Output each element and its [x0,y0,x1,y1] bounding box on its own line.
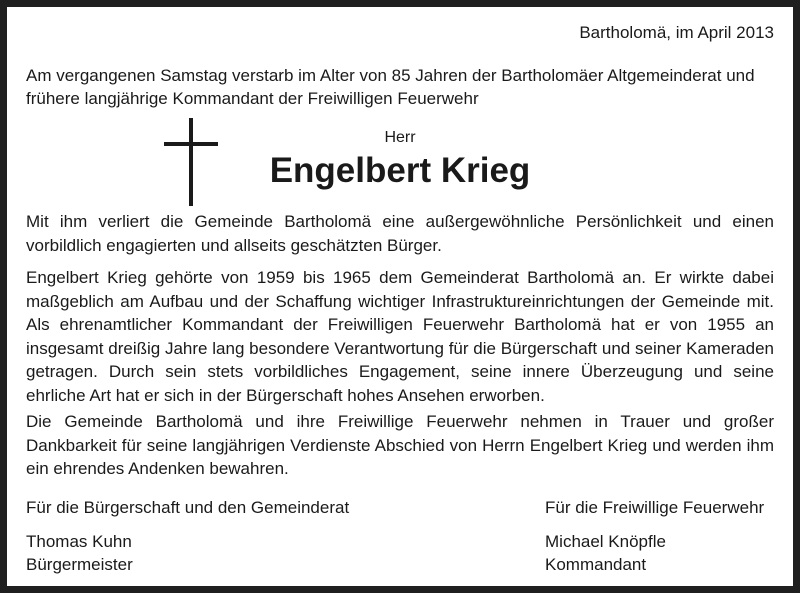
paragraph-biography: Engelbert Krieg gehörte von 1959 bis 1965 dem Gemeinderat Bartholomä an. Er wirkte dabei maßgeblich am Aufbau und der Schaffung wichtiger Infrastruktureinrichtungen der Gemeinde mit. Als ehrenamtlicher Kommandant der Freiwilligen Feuerwehr Bartholomä hat er von 1955 an insgesamt dreißig Jahre lang besondere Verantwortung für die Bürgerschaft und seiner Kameraden getragen. Durch sein stets vorbildliches Engagement, seine innere Überzeugung und seine ehrliche Art hat er sich in der Bürgerschaft hohes Ansehen erworben. [26,268,774,405]
deceased-name: Engelbert Krieg [269,151,531,190]
paragraph-tribute: Mit ihm verliert die Gemeinde Bartholomä eine außergewöhnliche Persönlichkeit und einen vorbildlich engagierten und allseits geschätzten Bürger. [26,212,774,255]
salutation: Herr [384,129,416,146]
signature-left-title: Bürgermeister [26,555,133,574]
signature-left-name: Thomas Kuhn [26,532,132,551]
intro-text: Am vergangenen Samstag verstarb im Alter von 85 Jahren der Bartholomäer Altgemeinderat und frühere langjährige Kommandant der Freiwilligen Feuerwehr [26,66,755,108]
signature-right-title: Kommandant [545,555,647,574]
signature-left-org: Für die Bürgerschaft und den Gemeinderat [26,498,350,517]
signature-right-name: Michael Knöpfle [545,532,666,551]
signature-right-org: Für die Freiwillige Feuerwehr [545,498,765,517]
date-line: Bartholomä, im April 2013 [579,23,774,42]
paragraph-farewell: Die Gemeinde Bartholomä und ihre Freiwillige Feuerwehr nehmen in Trauer und großer Dankbarkeit für seine langjährigen Verdienste Abschied von Herrn Engelbert Krieg und werden ihm ein ehrendes Andenken bewahren. [26,412,774,478]
